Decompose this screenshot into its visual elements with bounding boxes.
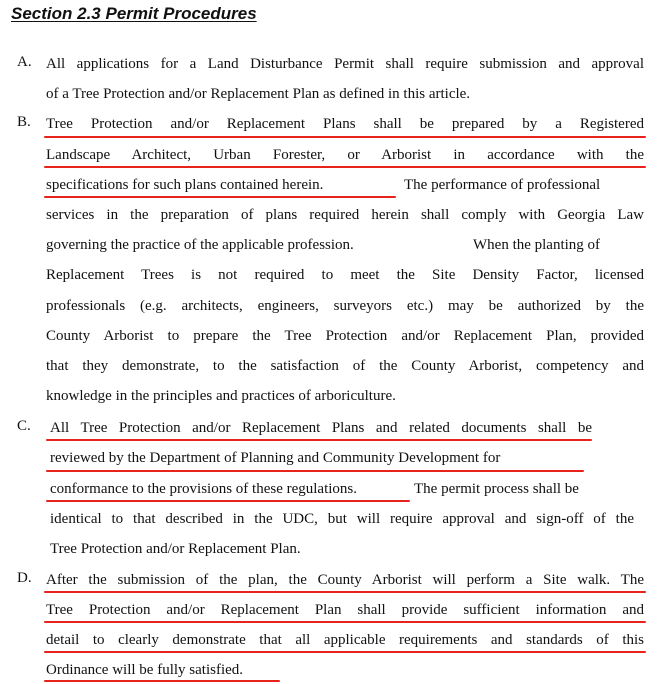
item-b-line-9: that they demonstrate, to the satisfaction of the County Arborist, competency and [46,358,644,374]
item-d-line-4: Ordinance will be fully satisfied. [46,662,244,678]
item-b-line-5b: When the planting of [473,237,601,253]
item-c-line-2: reviewed by the Department of Planning and Community Development for [50,450,501,466]
item-b-line-8: County Arborist to prepare the Tree Protection and/or Replacement Plan, provided [46,328,644,344]
item-b-line-2: Landscape Architect, Urban Forester, or Arborist in accordance with the [46,147,644,163]
red-underline-d1 [44,591,646,593]
item-c-line-3b: The permit process shall be [414,481,579,497]
item-c-line-3a: conformance to the provisions of these regulations. [50,481,358,497]
red-underline-d4 [44,680,280,682]
red-underline-b3 [44,196,396,198]
item-d-line-2: Tree Protection and/or Replacement Plan shall provide sufficient information and [46,602,644,618]
item-letter-a: A. [17,54,32,70]
item-letter-b: B. [17,114,31,130]
item-d-line-1: After the submission of the plan, the County Arborist will perform a Site walk. The [46,572,644,588]
red-underline-c3 [46,500,410,502]
section-title: Section 2.3 Permit Procedures [11,4,257,23]
item-letter-d: D. [17,570,32,586]
item-b-line-4: services in the preparation of plans required herein shall comply with Georgia Law [46,207,644,223]
item-letter-c: C. [17,418,31,434]
item-b-line-5a: governing the practice of the applicable profession. [46,237,354,253]
red-underline-c2 [46,470,584,472]
item-c-line-4: identical to that described in the UDC, but will require approval and sign-off of the [50,511,634,527]
item-b-line-3b: The performance of professional [404,177,601,193]
item-c-line-5: Tree Protection and/or Replacement Plan. [50,541,301,557]
item-d-line-3: detail to clearly demonstrate that all applicable requirements and standards of this [46,632,644,648]
red-underline-c1 [46,439,592,441]
item-c-line-1: All Tree Protection and/or Replacement Plans and related documents shall be [50,420,592,436]
item-a-line-1: All applications for a Land Disturbance Permit shall require submission and approval [46,56,644,72]
red-underline-d3 [44,651,646,653]
red-underline-d2 [44,621,646,623]
item-b-line-3a: specifications for such plans contained herein. [46,177,324,193]
item-a-line-2: of a Tree Protection and/or Replacement Plan as defined in this article. [46,86,471,102]
item-b-line-10: knowledge in the principles and practices of arboriculture. [46,388,396,404]
red-underline-b1 [44,136,646,138]
item-b-line-1: Tree Protection and/or Replacement Plans shall be prepared by a Registered [46,116,644,132]
red-underline-b2 [44,166,646,168]
item-b-line-7: professionals (e.g. architects, engineers, surveyors etc.) may be authorized by the [46,298,644,314]
item-b-line-6: Replacement Trees is not required to meet the Site Density Factor, licensed [46,267,644,283]
